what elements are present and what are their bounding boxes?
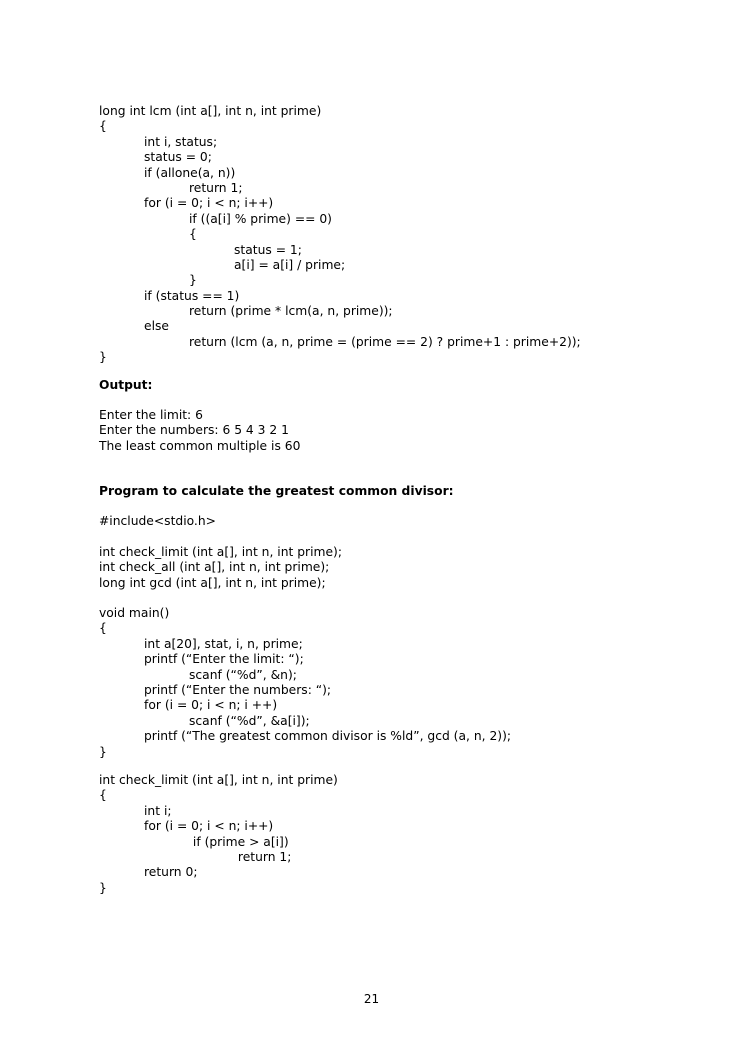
code-line: scanf (“%d”, &a[i]); — [189, 713, 310, 728]
code-line: { — [189, 227, 197, 242]
code-line: if (allone(a, n)) — [144, 165, 236, 180]
include-directive — [99, 514, 683, 529]
code-line: a[i] = a[i] / prime; — [234, 257, 346, 272]
code-line: printf (“Enter the limit: “); — [144, 652, 304, 667]
function-prototypes — [99, 545, 683, 591]
code-line: int check_limit (int a[], int n, int prime); — [99, 545, 342, 559]
code-line: if (status == 1) — [144, 288, 240, 303]
code-line: int check_all (int a[], int n, int prime); — [99, 560, 330, 575]
code-line: } — [99, 350, 107, 365]
code-line: Enter the limit: 6 — [99, 408, 203, 422]
code-line: int check_limit (int a[], int n, int prime) — [99, 773, 338, 787]
code-line: } — [99, 744, 107, 759]
code-line: for (i = 0; i < n; i++) — [144, 196, 274, 211]
code-line: The least common multiple is 60 — [99, 438, 301, 453]
code-line: void main() — [99, 606, 170, 620]
code-line: } — [189, 273, 197, 288]
code-line: Enter the numbers: 6 5 4 3 2 1 — [99, 423, 289, 438]
check-limit-function-code — [99, 773, 683, 896]
code-line: return 1; — [234, 849, 292, 864]
code-line: int i; — [144, 803, 172, 818]
code-line: if ((a[i] % prime) == 0) — [189, 211, 332, 226]
code-line: for (i = 0; i < n; i ++) — [144, 698, 278, 713]
code-line: printf (“Enter the numbers: “); — [144, 682, 332, 697]
main-function-code — [99, 606, 683, 760]
code-line: else — [144, 319, 169, 334]
gcd-program-heading — [99, 484, 683, 499]
gcd-heading-text: Program to calculate the greatest common divisor: — [99, 484, 454, 498]
code-line: for (i = 0; i < n; i++) — [144, 819, 274, 834]
code-line: int a[20], stat, i, n, prime; — [144, 636, 303, 651]
code-line: long int lcm (int a[], int n, int prime) — [99, 104, 322, 118]
code-line: } — [99, 880, 107, 895]
code-line: return 0; — [144, 865, 198, 880]
code-line: { — [99, 621, 107, 636]
include-line: #include<stdio.h> — [99, 514, 216, 528]
output-heading — [99, 378, 683, 393]
output-lines — [99, 408, 683, 454]
page-number: 21 — [363, 992, 380, 1006]
lcm-function-code — [99, 104, 683, 366]
code-line: if (prime > a[i]) — [189, 834, 289, 849]
code-line: { — [99, 119, 107, 134]
code-line: status = 1; — [234, 242, 302, 257]
output-heading-text: Output: — [99, 378, 153, 392]
code-line: return (lcm (a, n, prime = (prime == 2) ? prime+1 : prime+2)); — [189, 334, 581, 349]
code-line: return (prime * lcm(a, n, prime)); — [189, 304, 393, 319]
code-line: { — [99, 788, 107, 803]
code-line: int i, status; — [144, 134, 218, 149]
code-line: return 1; — [189, 180, 243, 195]
code-line: printf (“The greatest common divisor is %ld”, gcd (a, n, 2)); — [144, 729, 512, 744]
code-line: status = 0; — [144, 150, 212, 165]
code-line: scanf (“%d”, &n); — [189, 667, 297, 682]
code-line: long int gcd (int a[], int n, int prime); — [99, 575, 326, 590]
